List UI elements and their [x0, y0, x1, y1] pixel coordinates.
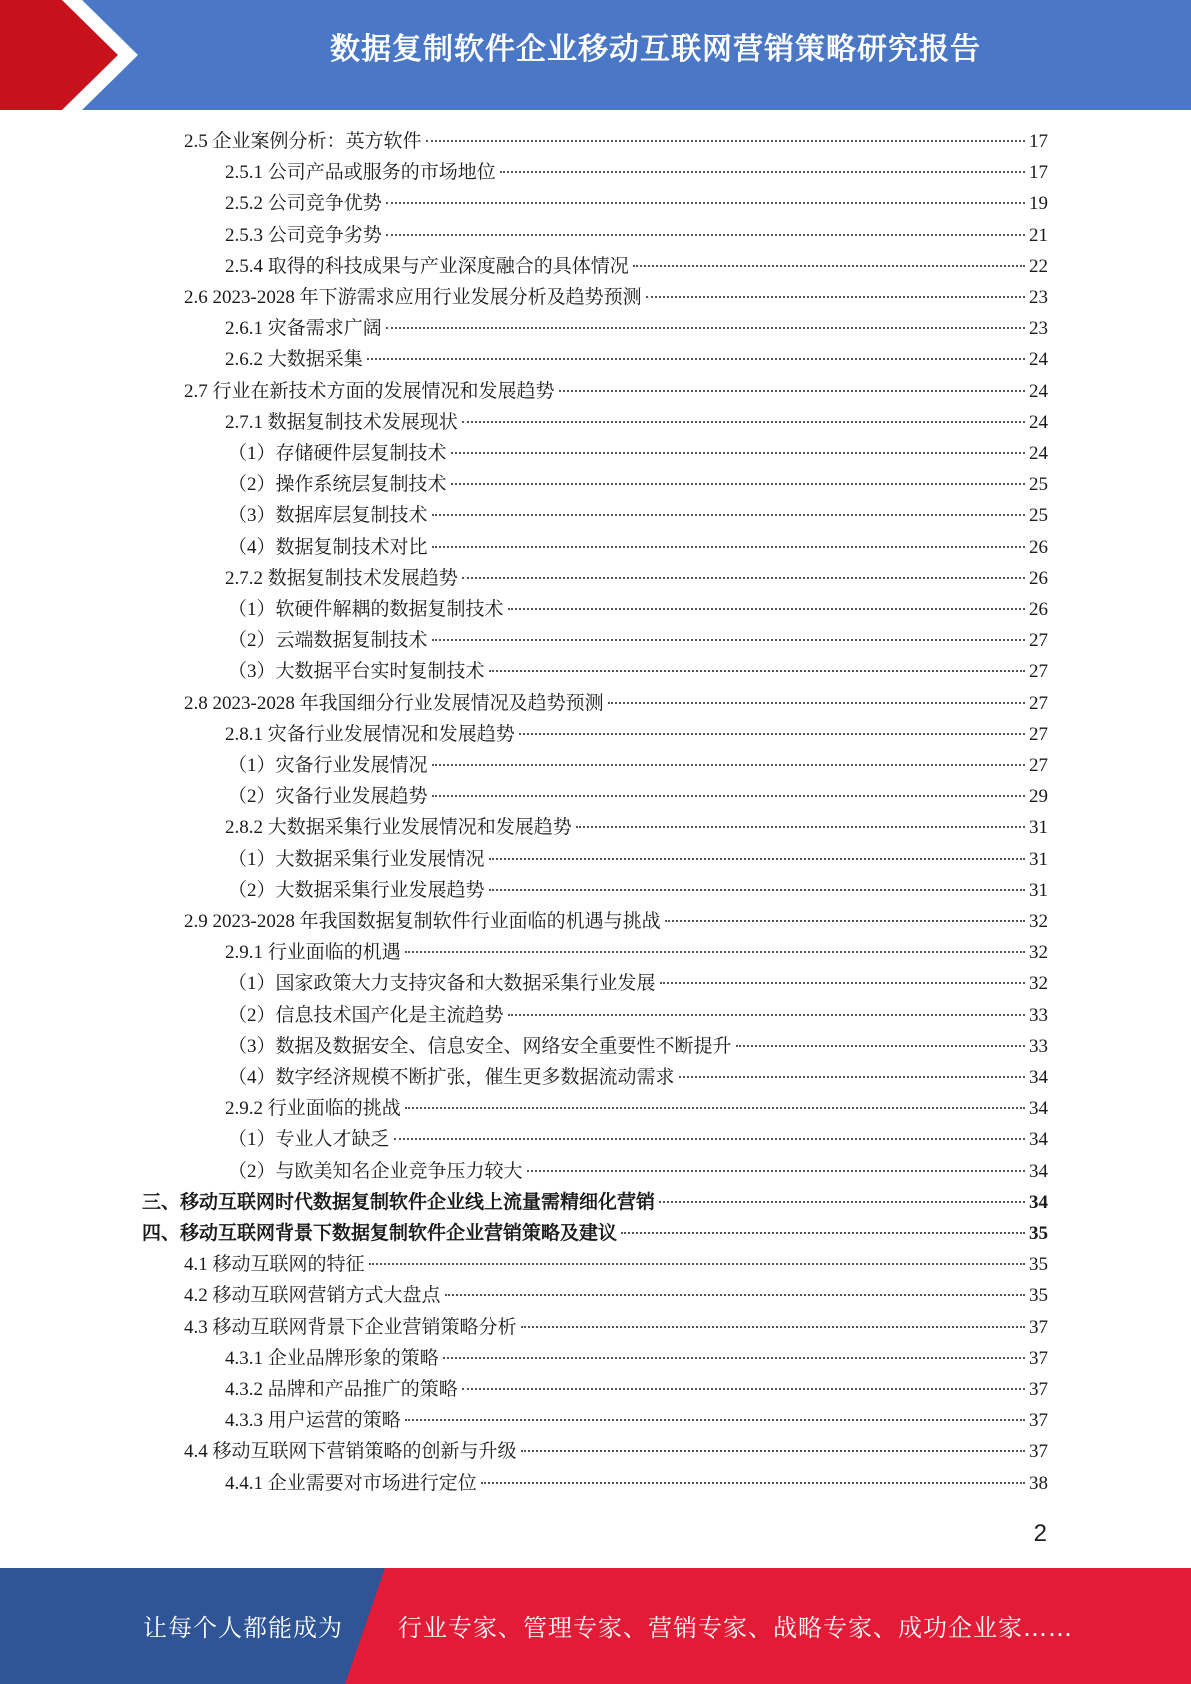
toc-entry[interactable]: [228, 750, 1048, 781]
toc-leader-dots: [508, 608, 1025, 610]
toc-entry-label: 4.4 移动互联网下营销策略的创新与升级: [184, 1441, 517, 1462]
toc-entry-label: （2）与欧美知名企业竞争压力较大: [228, 1161, 523, 1182]
toc-entry-page: 35: [1029, 1254, 1048, 1275]
toc-entry-page: 34: [1029, 1067, 1048, 1088]
toc-leader-dots: [576, 826, 1025, 828]
toc-entry-label: （2）灾备行业发展趋势: [228, 786, 428, 807]
toc-entry[interactable]: [228, 594, 1048, 625]
toc-leader-dots: [660, 982, 1025, 984]
toc-entry-page: 26: [1029, 537, 1048, 558]
toc-entry-label: （1）大数据采集行业发展情况: [228, 849, 485, 870]
toc-entry[interactable]: [184, 1249, 1048, 1280]
toc-entry[interactable]: [228, 1062, 1048, 1093]
toc-entry[interactable]: [228, 1156, 1048, 1187]
toc-entry-page: 24: [1029, 412, 1048, 433]
toc-entry-page: 25: [1029, 505, 1048, 526]
toc-entry[interactable]: [228, 656, 1048, 687]
toc-entry-page: 35: [1029, 1223, 1048, 1244]
toc-leader-dots: [432, 546, 1025, 548]
toc-entry-label: （1）国家政策大力支持灾备和大数据采集行业发展: [228, 973, 656, 994]
toc-entry[interactable]: [184, 1436, 1048, 1467]
toc-entry-page: 27: [1029, 661, 1048, 682]
toc-leader-dots: [432, 514, 1025, 516]
toc-leader-dots: [432, 795, 1025, 797]
toc-leader-dots: [405, 1419, 1025, 1421]
toc-entry-page: 37: [1029, 1441, 1048, 1462]
toc-entry-label: （3）数据库层复制技术: [228, 505, 428, 526]
toc-leader-dots: [559, 390, 1025, 392]
toc-entry[interactable]: [184, 906, 1048, 937]
toc-entry-label: 2.5 企业案例分析：英方软件: [184, 131, 422, 152]
toc-entry-page: 27: [1029, 630, 1048, 651]
toc-entry[interactable]: [225, 407, 1048, 438]
toc-entry[interactable]: [184, 1280, 1048, 1311]
report-header: [0, 0, 1191, 110]
toc-entry-label: 2.9.1 行业面临的机遇: [225, 942, 401, 963]
toc-leader-dots: [369, 1263, 1025, 1265]
toc-entry-page: 26: [1029, 568, 1048, 589]
toc-entry[interactable]: [225, 313, 1048, 344]
toc-leader-dots: [646, 296, 1025, 298]
toc-entry-label: （2）信息技术国产化是主流趋势: [228, 1005, 504, 1026]
toc-leader-dots: [386, 327, 1025, 329]
toc-entry[interactable]: [228, 532, 1048, 563]
footer-banner: [0, 1568, 1191, 1684]
toc-entry-label: （3）大数据平台实时复制技术: [228, 661, 485, 682]
toc-entry-label: 四、移动互联网背景下数据复制软件企业营销策略及建议: [142, 1223, 618, 1244]
toc-entry[interactable]: [228, 875, 1048, 906]
toc-leader-dots: [405, 951, 1025, 953]
toc-entry-page: 34: [1029, 1098, 1048, 1119]
toc-entry[interactable]: [225, 344, 1048, 375]
toc-leader-dots: [462, 577, 1025, 579]
toc-entry-label: （2）大数据采集行业发展趋势: [228, 880, 485, 901]
toc-entry[interactable]: [142, 1218, 1048, 1249]
toc-entry-page: 23: [1029, 318, 1048, 339]
toc-entry-label: 2.6 2023-2028 年下游需求应用行业发展分析及趋势预测: [184, 287, 642, 308]
toc-entry-page: 25: [1029, 474, 1048, 495]
toc-leader-dots: [489, 889, 1025, 891]
toc-entry-label: （1）存储硬件层复制技术: [228, 443, 447, 464]
toc-entry[interactable]: [228, 500, 1048, 531]
toc-entry-label: 2.5.1 公司产品或服务的市场地位: [225, 162, 496, 183]
toc-leader-dots: [527, 1170, 1025, 1172]
toc-entry[interactable]: [228, 469, 1048, 500]
toc-entry[interactable]: [225, 251, 1048, 282]
toc-leader-dots: [405, 1107, 1025, 1109]
toc-entry-page: 23: [1029, 287, 1048, 308]
toc-entry-label: 4.3.2 品牌和产品推广的策略: [225, 1379, 458, 1400]
toc-entry[interactable]: [225, 937, 1048, 968]
toc-entry-label: 2.5.4 取得的科技成果与产业深度融合的具体情况: [225, 256, 629, 277]
toc-entry-page: 32: [1029, 973, 1048, 994]
toc-entry-page: 31: [1029, 849, 1048, 870]
toc-entry-label: （1）软硬件解耦的数据复制技术: [228, 599, 504, 620]
toc-entry-page: 31: [1029, 880, 1048, 901]
toc-entry-page: 21: [1029, 225, 1048, 246]
toc-entry-label: 2.5.3 公司竞争劣势: [225, 225, 382, 246]
toc-entry[interactable]: [228, 968, 1048, 999]
toc-entry-label: 2.9 2023-2028 年我国数据复制软件行业面临的机遇与挑战: [184, 911, 661, 932]
header-arrow-decoration: [0, 0, 180, 110]
toc-leader-dots: [679, 1076, 1025, 1078]
toc-entry-label: （1）灾备行业发展情况: [228, 755, 428, 776]
toc-leader-dots: [451, 452, 1025, 454]
toc-entry-label: 4.3.1 企业品牌形象的策略: [225, 1348, 439, 1369]
toc-entry-label: 2.5.2 公司竞争优势: [225, 193, 382, 214]
toc-entry-label: 2.9.2 行业面临的挑战: [225, 1098, 401, 1119]
toc-entry-page: 34: [1029, 1161, 1048, 1182]
toc-entry[interactable]: [225, 157, 1048, 188]
toc-leader-dots: [432, 639, 1025, 641]
toc-entry-page: 22: [1029, 256, 1048, 277]
toc-entry-label: （2）操作系统层复制技术: [228, 474, 447, 495]
toc-entry-label: （3）数据及数据安全、信息安全、网络安全重要性不断提升: [228, 1036, 732, 1057]
toc-entry-page: 33: [1029, 1005, 1048, 1026]
toc-entry-label: 2.7.2 数据复制技术发展趋势: [225, 568, 458, 589]
toc-leader-dots: [736, 1045, 1025, 1047]
toc-leader-dots: [462, 1388, 1025, 1390]
toc-entry-page: 32: [1029, 911, 1048, 932]
toc-entry-label: 2.8 2023-2028 年我国细分行业发展情况及趋势预测: [184, 693, 604, 714]
toc-entry-page: 27: [1029, 693, 1048, 714]
toc-entry-page: 17: [1029, 131, 1048, 152]
toc-entry-page: 35: [1029, 1285, 1048, 1306]
toc-entry[interactable]: [228, 438, 1048, 469]
toc-entry[interactable]: [225, 1093, 1048, 1124]
toc-entry[interactable]: [184, 282, 1048, 313]
toc-leader-dots: [521, 1450, 1025, 1452]
toc-leader-dots: [394, 1138, 1025, 1140]
toc-leader-dots: [500, 171, 1025, 173]
toc-leader-dots: [451, 483, 1025, 485]
toc-entry-page: 37: [1029, 1379, 1048, 1400]
toc-entry-label: 4.3.3 用户运营的策略: [225, 1410, 401, 1431]
toc-entry-page: 32: [1029, 942, 1048, 963]
toc-entry-page: 29: [1029, 786, 1048, 807]
toc-leader-dots: [608, 702, 1025, 704]
toc-entry-label: （4）数字经济规模不断扩张，催生更多数据流动需求: [228, 1067, 675, 1088]
toc-entry-label: 4.4.1 企业需要对市场进行定位: [225, 1473, 477, 1494]
toc-leader-dots: [489, 858, 1025, 860]
toc-entry-label: （1）专业人才缺乏: [228, 1129, 390, 1150]
toc-entry[interactable]: [228, 1124, 1048, 1155]
toc-entry-page: 31: [1029, 817, 1048, 838]
toc-leader-dots: [633, 265, 1025, 267]
toc-entry[interactable]: [184, 688, 1048, 719]
toc-entry-label: 4.2 移动互联网营销方式大盘点: [184, 1285, 441, 1306]
toc-leader-dots: [386, 234, 1025, 236]
toc-leader-dots: [367, 358, 1025, 360]
toc-leader-dots: [445, 1294, 1025, 1296]
toc-leader-dots: [665, 920, 1025, 922]
report-title: 数据复制软件企业移动互联网营销策略研究报告: [330, 32, 981, 67]
toc-leader-dots: [432, 764, 1025, 766]
toc-leader-dots: [521, 1326, 1025, 1328]
toc-leader-dots: [621, 1232, 1025, 1234]
toc-entry-label: 2.6.1 灾备需求广阔: [225, 318, 382, 339]
toc-entry-label: （2）云端数据复制技术: [228, 630, 428, 651]
toc-entry-label: 2.7.1 数据复制技术发展现状: [225, 412, 458, 433]
toc-entry-page: 38: [1029, 1473, 1048, 1494]
toc-entry-page: 34: [1029, 1192, 1048, 1213]
toc-leader-dots: [489, 670, 1025, 672]
toc-leader-dots: [386, 202, 1025, 204]
toc-entry[interactable]: [184, 376, 1048, 407]
toc-entry-label: 三、移动互联网时代数据复制软件企业线上流量需精细化营销: [142, 1192, 656, 1213]
footer-slogan-left: 让每个人都能成为: [143, 1614, 343, 1642]
toc-entry[interactable]: [225, 719, 1048, 750]
toc-entry[interactable]: [184, 126, 1048, 157]
toc-entry-page: 27: [1029, 755, 1048, 776]
toc-entry-page: 37: [1029, 1317, 1048, 1338]
toc-entry[interactable]: [225, 1374, 1048, 1405]
toc-leader-dots: [462, 421, 1025, 423]
toc-entry-page: 17: [1029, 162, 1048, 183]
toc-entry-page: 19: [1029, 193, 1048, 214]
toc-entry[interactable]: [228, 844, 1048, 875]
toc-entry-label: 2.8.2 大数据采集行业发展情况和发展趋势: [225, 817, 572, 838]
toc-entry-label: 2.8.1 灾备行业发展情况和发展趋势: [225, 724, 515, 745]
toc-entry[interactable]: [225, 1343, 1048, 1374]
toc-leader-dots: [508, 1014, 1025, 1016]
toc-entry[interactable]: [225, 1468, 1048, 1499]
toc-entry-page: 24: [1029, 443, 1048, 464]
toc-entry[interactable]: [228, 625, 1048, 656]
toc-entry[interactable]: [228, 781, 1048, 812]
toc-entry-page: 24: [1029, 349, 1048, 370]
toc-entry-page: 26: [1029, 599, 1048, 620]
toc-entry-page: 24: [1029, 381, 1048, 402]
toc-entry-label: 2.7 行业在新技术方面的发展情况和发展趋势: [184, 381, 555, 402]
toc-leader-dots: [481, 1482, 1025, 1484]
toc-leader-dots: [426, 140, 1025, 142]
toc-entry[interactable]: [184, 1312, 1048, 1343]
footer-slogan-right: 行业专家、管理专家、营销专家、战略专家、成功企业家……: [398, 1614, 1073, 1642]
toc-entry[interactable]: [225, 563, 1048, 594]
toc-entry-page: 27: [1029, 724, 1048, 745]
toc-entry[interactable]: [228, 1000, 1048, 1031]
toc-entry-label: （4）数据复制技术对比: [228, 537, 428, 558]
toc-entry[interactable]: [225, 220, 1048, 251]
toc-entry-label: 2.6.2 大数据采集: [225, 349, 363, 370]
toc-entry[interactable]: [228, 1031, 1048, 1062]
toc-entry-page: 33: [1029, 1036, 1048, 1057]
toc-entry-label: 4.3 移动互联网背景下企业营销策略分析: [184, 1317, 517, 1338]
toc-entry[interactable]: [225, 1405, 1048, 1436]
toc-leader-dots: [443, 1357, 1025, 1359]
toc-entry[interactable]: [225, 188, 1048, 219]
page-number: 2: [1033, 1520, 1047, 1547]
toc-entry-page: 37: [1029, 1348, 1048, 1369]
toc-entry-label: 4.1 移动互联网的特征: [184, 1254, 365, 1275]
toc-entry-page: 37: [1029, 1410, 1048, 1431]
toc-entry[interactable]: [142, 1187, 1048, 1218]
toc-entry[interactable]: [225, 812, 1048, 843]
toc-leader-dots: [519, 733, 1025, 735]
toc-leader-dots: [659, 1201, 1025, 1203]
toc-entry-page: 34: [1029, 1129, 1048, 1150]
